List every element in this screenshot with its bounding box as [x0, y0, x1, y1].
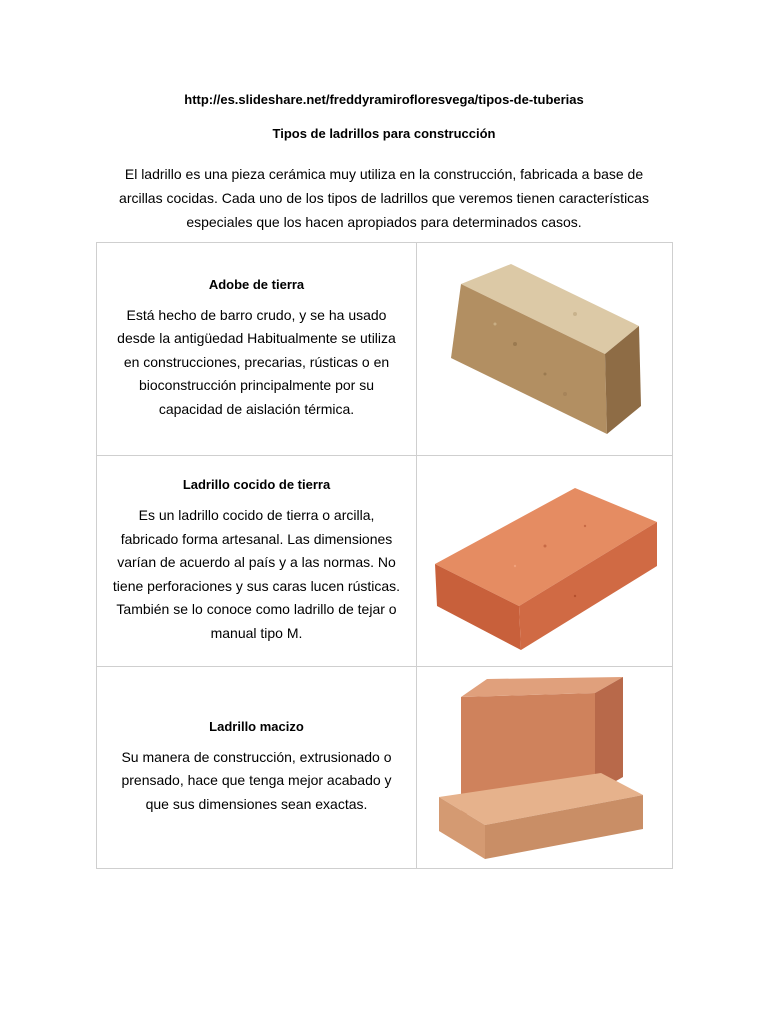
brick-image-cell	[417, 456, 673, 667]
brick-description: Es un ladrillo cocido de tierra o arcilla, fabricado forma artesanal. Las dimensiones varían de acuerdo al país y a las normas. No tiene perforaciones y sus caras lucen rústicas. También se lo conoce como ladrillo de tejar o manual tipo M.	[112, 507, 401, 641]
table-row	[97, 667, 673, 869]
adobe-brick-image	[425, 254, 665, 444]
solid-brick-image	[435, 673, 655, 863]
brick-text-cell	[97, 456, 417, 667]
brick-text-cell	[97, 667, 417, 869]
bricks-table	[96, 242, 673, 869]
brick-name: Adobe de tierra	[208, 276, 305, 292]
document-title: Tipos de ladrillos para construcción	[272, 126, 496, 141]
brick-name: Ladrillo macizo	[209, 718, 304, 734]
fired-brick-image	[425, 466, 665, 656]
brick-description: Su manera de construcción, extrusionado o prensado, hace que tenga mejor acabado y que sus dimensiones sean exactas.	[121, 748, 392, 812]
intro-paragraph: El ladrillo es una pieza cerámica muy utiliza en la construcción, fabricada a base de arcillas cocidas. Cada uno de los tipos de ladrillos que veremos tienen características especiales que los hacen apropiados para determinados casos.	[119, 166, 649, 230]
table-row	[97, 243, 673, 456]
source-url[interactable]: http://es.slideshare.net/freddyramirofloresvega/tipos-de-tuberias	[184, 92, 584, 107]
table-row	[97, 456, 673, 667]
brick-text-cell	[97, 243, 417, 456]
brick-image-cell	[417, 243, 673, 456]
brick-name: Ladrillo cocido de tierra	[182, 477, 331, 492]
brick-description: Está hecho de barro crudo, y se ha usado desde la antigüedad Habitualmente se utiliza en construcciones, precarias, rústicas o en bioconstrucción principalmente por su capacidad de aislación térmica.	[117, 306, 396, 417]
brick-image-cell	[417, 667, 673, 869]
